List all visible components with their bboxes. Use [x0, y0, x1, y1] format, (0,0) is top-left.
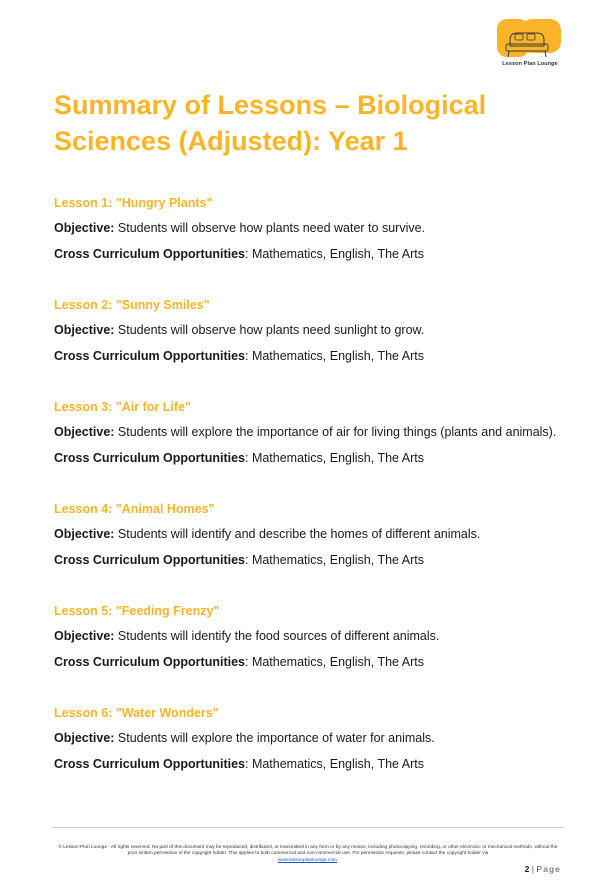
lesson-objective — [54, 219, 574, 237]
objective-label: Objective: — [54, 323, 115, 337]
cross-curriculum-text: : Mathematics, English, The Arts — [245, 349, 425, 363]
cross-curriculum-text: : Mathematics, English, The Arts — [245, 655, 425, 669]
cross-curriculum-text: : Mathematics, English, The Arts — [245, 757, 425, 771]
objective-label: Objective: — [54, 221, 115, 235]
lesson-item — [54, 296, 574, 398]
lesson-objective — [54, 321, 574, 339]
lesson-cross-curriculum — [54, 347, 574, 365]
objective-label: Objective: — [54, 731, 115, 745]
page-number-value: 2 — [524, 864, 530, 874]
lesson-cross-curriculum — [54, 551, 574, 569]
footer-divider — [52, 827, 564, 828]
logo — [495, 16, 565, 76]
cross-curriculum-label: Cross Curriculum Opportunities — [54, 349, 245, 363]
lesson-title: Lesson 5: "Feeding Frenzy" — [54, 604, 220, 618]
lounge-logo-icon — [495, 16, 565, 62]
objective-text: Students will identify and describe the homes of different animals. — [114, 527, 481, 541]
lesson-cross-curriculum — [54, 755, 574, 773]
objective-label: Objective: — [54, 425, 115, 439]
cross-curriculum-label: Cross Curriculum Opportunities — [54, 451, 245, 465]
cross-curriculum-label: Cross Curriculum Opportunities — [54, 553, 245, 567]
objective-text: Students will identify the food sources of different animals. — [114, 629, 440, 643]
lesson-title: Lesson 1: "Hungry Plants" — [54, 196, 213, 210]
lesson-title: Lesson 4: "Animal Homes" — [54, 502, 215, 516]
website-link[interactable]: www.lessonplanlounge.com — [277, 857, 337, 863]
lesson-objective — [54, 525, 574, 543]
lesson-cross-curriculum — [54, 245, 574, 263]
page-separator: | — [529, 864, 537, 874]
page-title: Summary of Lessons – Biological Sciences (Adjusted): Year 1 — [54, 90, 487, 156]
cross-curriculum-label: Cross Curriculum Opportunities — [54, 247, 245, 261]
objective-text: Students will explore the importance of air for living things (plants and animals). — [114, 425, 557, 439]
page-label: Page — [536, 864, 561, 874]
lesson-item — [54, 500, 574, 602]
lesson-objective — [54, 729, 574, 747]
lesson-title: Lesson 3: "Air for Life" — [54, 400, 191, 414]
lesson-cross-curriculum — [54, 653, 574, 671]
cross-curriculum-label: Cross Curriculum Opportunities — [54, 655, 245, 669]
objective-label: Objective: — [54, 629, 115, 643]
lessons-list — [54, 194, 574, 806]
lesson-item — [54, 602, 574, 704]
copyright-text: © Lesson Plan Lounge - All rights reserved. No part of this document may be reproduced, distributed, or transmitted in any form or by any means, including photocopying, recording, or other electronic or mechanical methods, without the prior written permission of the copyright holder. This applies to both commercial and non-commercial use. For permission requests, please contact the copyright holder via — [58, 845, 558, 857]
lesson-objective — [54, 423, 574, 441]
lesson-cross-curriculum — [54, 449, 574, 467]
cross-curriculum-text: : Mathematics, English, The Arts — [245, 553, 425, 567]
cross-curriculum-text: : Mathematics, English, The Arts — [245, 451, 425, 465]
lesson-item — [54, 398, 574, 500]
footer-copyright — [58, 845, 558, 864]
lesson-objective — [54, 627, 574, 645]
cross-curriculum-text: : Mathematics, English, The Arts — [245, 247, 425, 261]
objective-label: Objective: — [54, 527, 115, 541]
lesson-item — [54, 704, 574, 806]
lesson-item — [54, 194, 574, 296]
page-number — [525, 864, 561, 874]
objective-text: Students will observe how plants need sunlight to grow. — [114, 323, 425, 337]
lesson-title: Lesson 6: "Water Wonders" — [54, 706, 219, 720]
cross-curriculum-label: Cross Curriculum Opportunities — [54, 757, 245, 771]
logo-text: Lesson Plan Lounge — [502, 61, 558, 67]
link-suffix: . — [336, 857, 339, 863]
lesson-title: Lesson 2: "Sunny Smiles" — [54, 298, 210, 312]
objective-text: Students will explore the importance of water for animals. — [114, 731, 435, 745]
objective-text: Students will observe how plants need water to survive. — [114, 221, 426, 235]
